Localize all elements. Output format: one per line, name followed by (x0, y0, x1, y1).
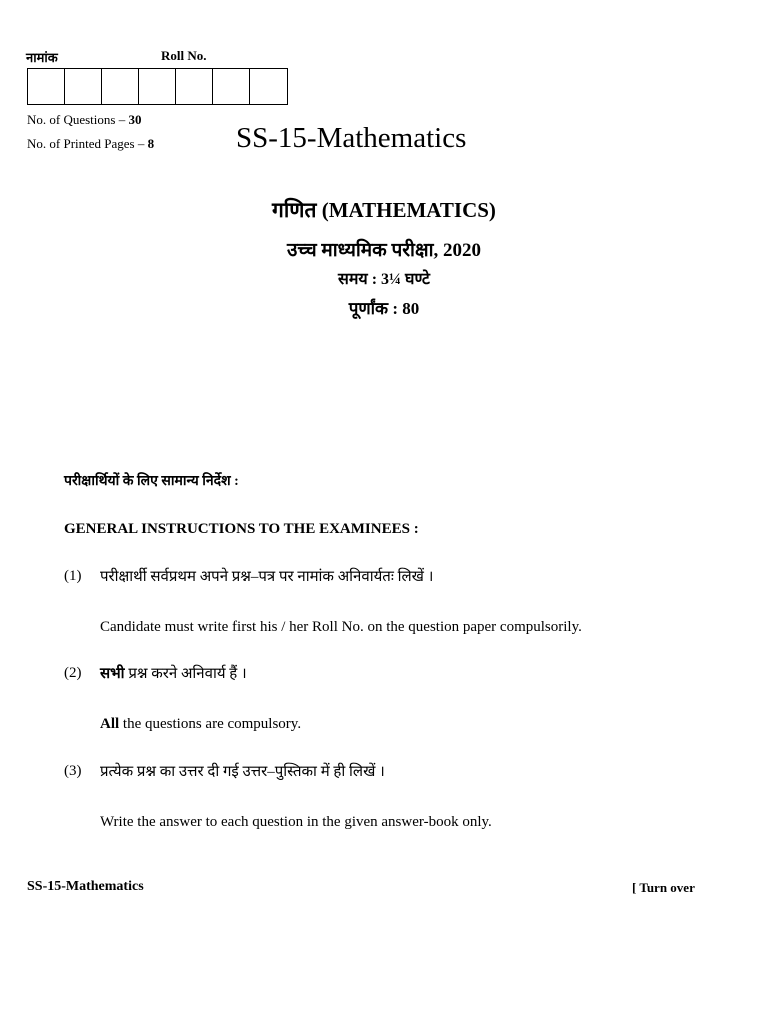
instruction-number: (2) (64, 665, 82, 681)
roll-number-label-hindi: नामांक (26, 50, 58, 65)
roll-number-box (28, 69, 65, 104)
instructions-heading: GENERAL INSTRUCTIONS TO THE EXAMINEES : (64, 521, 419, 537)
roll-number-boxes (27, 68, 288, 105)
roll-number-box (250, 69, 287, 104)
paper-code-title: SS-15-Mathematics (236, 122, 467, 154)
instruction-2-english-emphasis: All (100, 716, 120, 732)
instruction-2-english (100, 716, 301, 733)
roll-number-box (176, 69, 213, 104)
roll-number-box (102, 69, 139, 104)
roll-number-label: Roll No. (161, 48, 207, 63)
instruction-3-english: Write the answer to each question in the given answer-book only. (100, 814, 492, 830)
exam-duration: समय : 3¼ घण्टे (338, 271, 430, 288)
total-marks: पूर्णांक : 80 (348, 299, 420, 318)
exam-name: उच्च माध्यमिक परीक्षा, 2020 (287, 240, 481, 261)
instruction-number: (3) (64, 763, 82, 779)
instruction-2-english-text: the questions are compulsory. (119, 716, 302, 732)
instruction-1-english: Candidate must write first his / her Roll No. on the question paper compulsorily. (100, 619, 582, 635)
instruction-2-hindi-text: प्रश्न करने अनिवार्य हैं । (124, 666, 247, 682)
instruction-2-hindi (100, 663, 247, 683)
footer-paper-code: SS-15-Mathematics (27, 879, 144, 894)
instruction-1-hindi: परीक्षार्थी सर्वप्रथम अपने प्रश्न–पत्र पर नामांक अनिवार्यतः लिखें । (100, 569, 434, 585)
subject-title: गणित (MATHEMATICS) (272, 198, 496, 222)
roll-number-box (65, 69, 102, 104)
pages-value: 8 (147, 136, 155, 151)
instruction-number: (1) (64, 568, 82, 584)
number-of-pages (27, 136, 154, 152)
instructions-heading-hindi: परीक्षार्थियों के लिए सामान्य निर्देश : (64, 474, 239, 489)
number-of-questions (27, 112, 141, 128)
footer-turn-over: [ Turn over (632, 880, 695, 895)
instruction-2-hindi-emphasis: सभी (100, 666, 125, 682)
questions-value: 30 (128, 112, 142, 127)
roll-number-box (213, 69, 250, 104)
instruction-3-hindi: प्रत्येक प्रश्न का उत्तर दी गई उत्तर–पुस्तिका में ही लिखें । (100, 764, 385, 780)
questions-label: No. of Questions – (27, 112, 129, 127)
pages-label: No. of Printed Pages – (27, 136, 148, 151)
roll-number-box (139, 69, 176, 104)
